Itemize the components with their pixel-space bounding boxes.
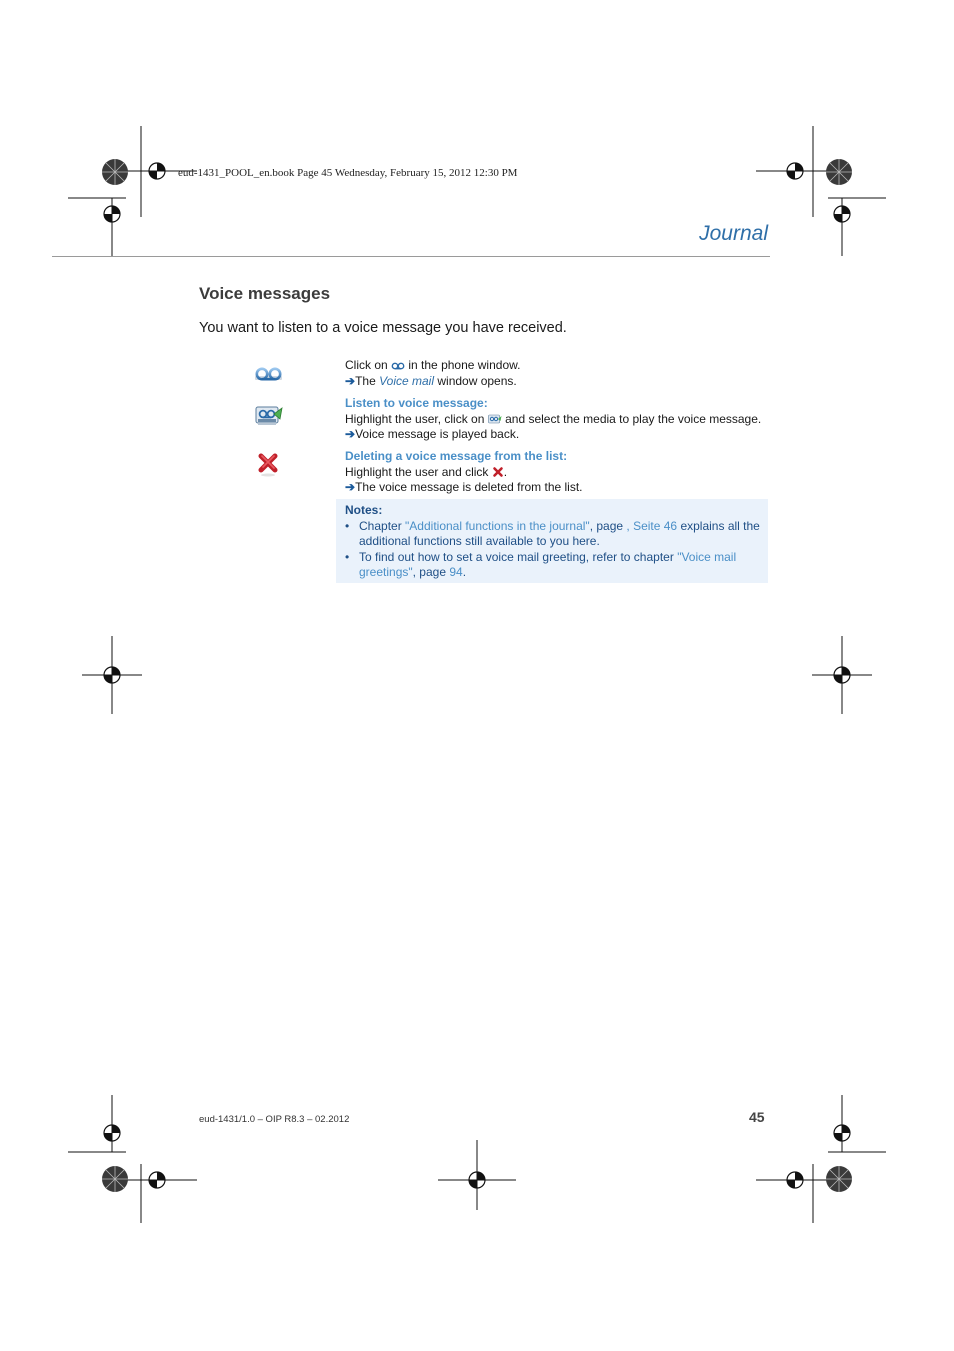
delete-inline-icon (492, 466, 504, 478)
delete-heading: Deleting a voice message from the list: (345, 449, 568, 463)
print-header: eud-1431_POOL_en.book Page 45 Wednesday, February 15, 2012 12:30 PM (178, 167, 518, 179)
running-title: Journal (699, 222, 768, 245)
header-rule (52, 256, 770, 257)
step2-text-a: Highlight the user, click on (345, 411, 485, 426)
step3-text-b: . (503, 464, 508, 479)
note1-text-c: explains all the (680, 518, 760, 533)
step1-text-a: Click on (345, 358, 388, 372)
voicemail-play-icon (255, 405, 283, 427)
page-number: 45 (749, 1109, 765, 1125)
voicemail-play-inline-icon (488, 414, 502, 425)
result-arrow: ➔ (345, 373, 356, 388)
voicemail-icon (254, 366, 283, 382)
bullet-dot: • (345, 518, 350, 533)
step1-result-a: The (355, 373, 376, 388)
step1-result-c: window opens. (437, 373, 517, 388)
step3-text-a: Highlight the user and click (345, 464, 489, 479)
note1-text-b: , page (589, 518, 624, 533)
note1-text-a: Chapter (359, 518, 402, 533)
voice-mail-window-ref: Voice mail (379, 373, 435, 388)
delete-x-icon (257, 452, 279, 477)
bullet-dot: • (345, 549, 350, 564)
link-additional-functions[interactable]: "Additional functions in the journal" (405, 518, 590, 533)
note-item (345, 550, 763, 581)
note-item (345, 519, 763, 550)
notes-box (336, 499, 768, 583)
link-seite-46[interactable]: , Seite 46 (626, 518, 678, 533)
step2-text-b: and select the media to play the voice message. (505, 411, 762, 426)
link-voice-mail-greetings-cont[interactable]: greetings" (359, 565, 413, 579)
step1-text-b: in the phone window. (408, 358, 521, 372)
step-open-voicemail (345, 358, 765, 389)
footer-document-id: eud-1431/1.0 – OIP R8.3 – 02.2012 (199, 1114, 350, 1125)
link-page-94[interactable]: 94 (449, 565, 463, 579)
section-title: Voice messages (199, 284, 331, 303)
voicemail-inline-icon (391, 362, 405, 371)
step-listen (345, 396, 765, 443)
step3-result: The voice message is deleted from the list. (355, 480, 583, 494)
result-arrow: ➔ (345, 427, 356, 441)
link-voice-mail-greetings[interactable]: "Voice mail (677, 549, 737, 564)
result-arrow: ➔ (345, 480, 356, 494)
step-delete (345, 449, 765, 496)
note1-line2: additional functions still available to you here. (359, 534, 600, 548)
intro-text: You want to listen to a voice message you have received. (199, 320, 567, 336)
note2-end: . (462, 565, 467, 579)
step2-result: Voice message is played back. (355, 427, 520, 441)
note2-text-a: To find out how to set a voice mail greeting, refer to chapter (359, 549, 674, 564)
note2-text-b: , page (412, 565, 446, 579)
notes-heading: Notes: (345, 503, 383, 517)
listen-heading: Listen to voice message: (345, 396, 488, 410)
